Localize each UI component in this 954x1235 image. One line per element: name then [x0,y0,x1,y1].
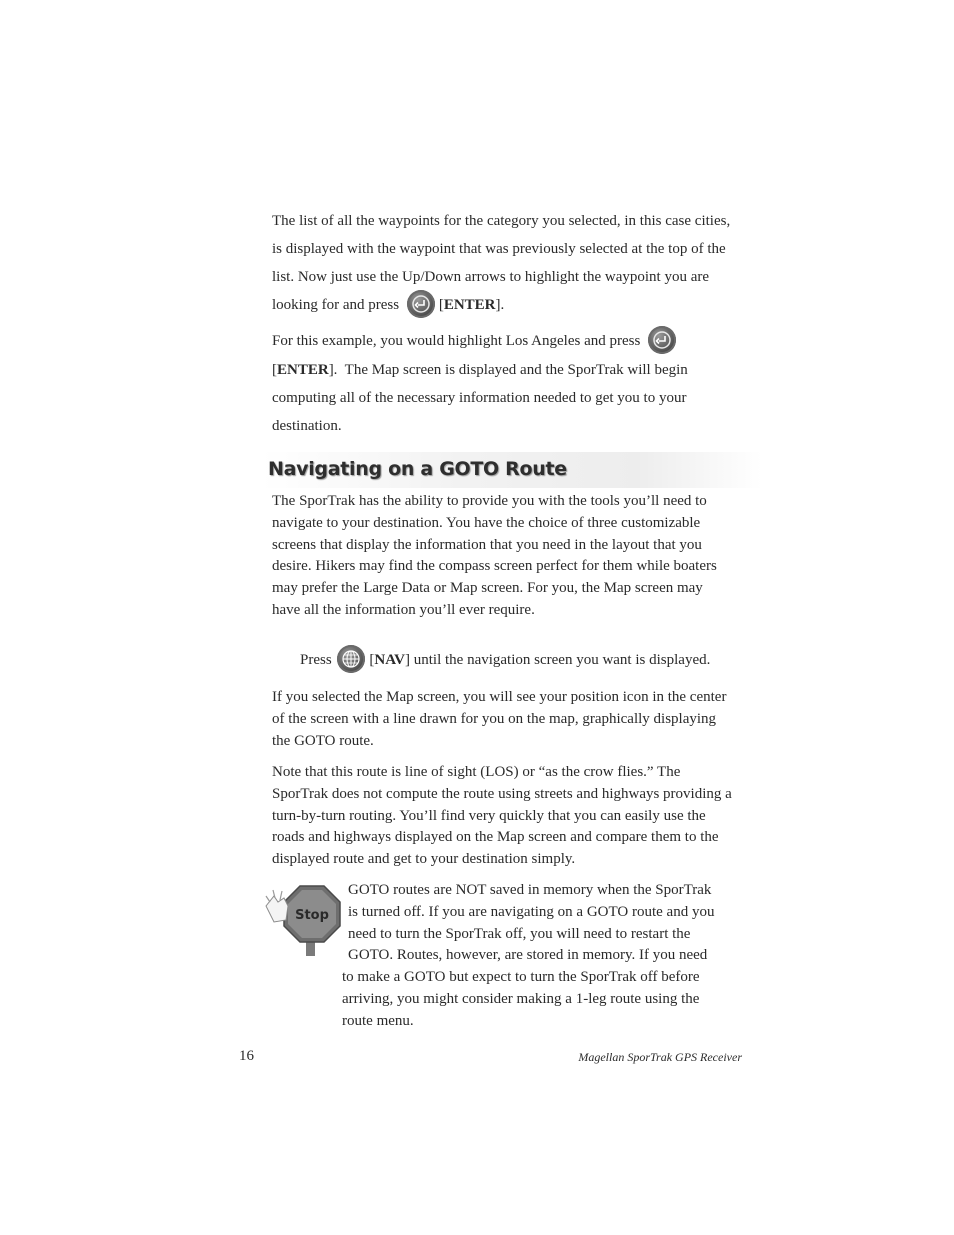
key-close-bracket: ]. [328,361,338,378]
paragraph-2-text-after: The Map screen is displayed and the SporTrak will begin computing all of the necessary information needed to get you to your destination. [272,361,688,434]
nav-key-label: NAV [374,652,405,668]
paragraph-1-text: The list of all the waypoints for the category you selected, in this case cities, is displayed with the waypoint that was previously selected at the top of the list. Now just use the Up/Down arrows to highlight the waypoint you are looking for and press [272,213,731,313]
note-line: GOTO. Routes, however, are stored in memory. If you need [348,947,708,964]
enter-button-icon [407,290,435,318]
paragraph-los-angeles: For this example, you would highlight Los Angeles and press [ENTER]. The Map screen is displayed and the SporTrak will begin computing all of the necessary information needed to get you to your destination. [272,327,732,440]
note-line: route menu. [342,1012,414,1029]
instruction-text-after: ] until the navigation screen you want is displayed. [405,652,711,668]
stop-sign-text: Stop [295,908,329,923]
paragraph-2-text-before: For this example, you would highlight Los Angeles and press [272,333,641,349]
press-label: Press [300,652,332,668]
nav-button-icon [337,645,365,673]
section-heading: Navigating on a GOTO Route [268,458,567,480]
note-line: to make a GOTO but expect to turn the SporTrak off before [342,969,700,985]
enter-button-icon [648,326,676,354]
paragraph-sportrak-tools: The SporTrak has the ability to provide you with the tools you’ll need to navigate to your destination. You have the choice of three customizable screens that display the information that you need in the layout that you desire. Hikers may find the compass screen perfect for them while boaters may prefer the Large Data or Map screen. For you, the Map screen may have all the information you’ll ever require. [272,493,717,618]
key-open-bracket: [ [438,297,444,313]
note-line: need to turn the SporTrak off, you will need to restart the [348,925,691,942]
note-line: is turned off. If you are navigating on a GOTO route and you [348,903,715,920]
page-number: 16 [239,1048,254,1064]
running-footer-title: Magellan SporTrak GPS Receiver [578,1050,742,1064]
note-line: GOTO routes are NOT saved in memory when the SporTrak [348,882,712,898]
paragraph-waypoint-list [272,207,732,320]
instruction-press-nav: Press [NAV] until the navigation screen you want is displayed. [300,646,760,675]
paragraph-line-of-sight: Note that this route is line of sight (LOS) or “as the crow flies.” The SporTrak does not compute the route using streets and highways providing a turn-by-turn routing. You’ll find very quickly that you can easily use the roads and highways displayed on the Map screen and compare them to the displayed route and get to your destination simply. [272,764,732,868]
key-close-bracket: ]. [495,297,505,313]
enter-key-label: ENTER [443,297,496,313]
enter-key-label: ENTER [277,361,329,378]
paragraph-map-screen: If you selected the Map screen, you will see your position icon in the center of the screen with a line drawn for you on the map, graphically displaying the GOTO route. [272,689,727,749]
stop-sign-icon [262,882,344,958]
note-line: arriving, you might consider making a 1-leg route using the [342,990,700,1007]
